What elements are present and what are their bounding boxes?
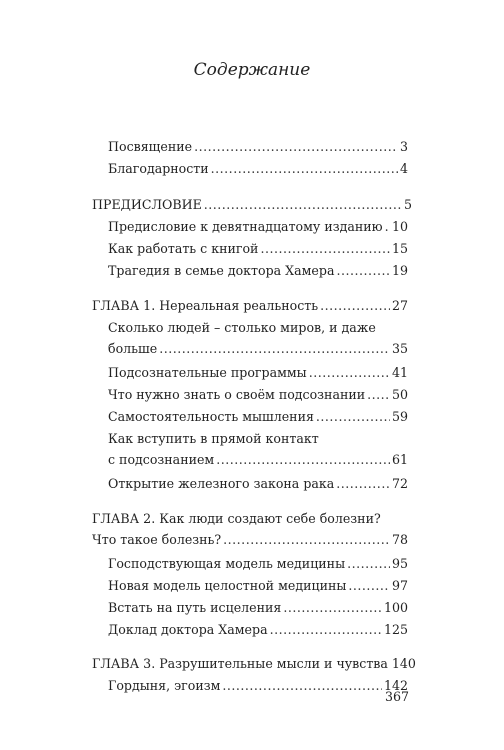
- toc-entry-page: 59: [391, 409, 408, 424]
- toc-entry-title: больше: [108, 341, 158, 356]
- toc-entry-title: Благодарности: [108, 161, 209, 176]
- toc-entry-title: Встать на путь исцеления: [108, 600, 282, 615]
- toc-entry-title: ПРЕДИСЛОВИЕ: [92, 197, 202, 212]
- dot-leader: [316, 408, 390, 426]
- toc-entry-page: 50: [391, 387, 408, 402]
- dot-leader: [309, 364, 390, 382]
- dot-leader: [194, 138, 398, 156]
- toc-entry: [108, 621, 408, 639]
- dot-leader: [260, 240, 390, 258]
- dot-leader: [336, 475, 390, 493]
- toc-entry-page: 142: [383, 678, 408, 693]
- toc-entry-title: Новая модель целостной медицины: [108, 578, 347, 593]
- toc-entry: [108, 577, 408, 595]
- dot-leader: [385, 218, 390, 236]
- toc-entry-page: 125: [383, 622, 408, 637]
- page-title: Содержание: [193, 60, 311, 80]
- toc-entry-page: 3: [399, 139, 408, 154]
- toc-entry-title: Подсознательные программы: [108, 365, 307, 380]
- toc-entry: [108, 262, 408, 280]
- toc-entry: [92, 510, 408, 549]
- toc-entry: [108, 364, 408, 382]
- toc-entry-page: 15: [391, 241, 408, 256]
- dot-leader: [348, 577, 390, 595]
- toc-entry-title: Самостоятельность мышления: [108, 409, 314, 424]
- toc-entry-page: 10: [391, 219, 408, 234]
- toc-entry-page: 5: [403, 197, 412, 212]
- dot-leader: [270, 621, 382, 639]
- toc-entry-title: Как работать с книгой: [108, 241, 259, 256]
- toc-entry-page: 27: [391, 298, 408, 313]
- dot-leader: [347, 555, 390, 573]
- toc-entry-title: ГЛАВА 3. Разрушительные мысли и чувства: [92, 656, 388, 671]
- dot-leader: [159, 340, 390, 358]
- toc-entry-title: Что такое болезнь?: [92, 532, 222, 547]
- dot-leader: [223, 531, 390, 549]
- toc-entry-title: Предисловие к девятнадцатому изданию: [108, 219, 383, 234]
- dot-leader: [367, 386, 390, 404]
- toc-entry: [108, 430, 408, 469]
- toc-entry: [108, 138, 408, 156]
- toc-entry: [108, 160, 408, 178]
- toc-entry-title: Что нужно знать о своём подсознании: [108, 387, 366, 402]
- dot-leader: [283, 599, 382, 617]
- dot-leader: [211, 160, 398, 178]
- toc-entry-title-line1: ГЛАВА 2. Как люди создают себе болезни?: [92, 511, 381, 526]
- toc-entry: [92, 655, 416, 673]
- toc-entry: [108, 555, 408, 573]
- toc-entry: [108, 319, 408, 358]
- toc-entry-page: 78: [391, 532, 408, 547]
- toc-entry-page: 95: [391, 556, 408, 571]
- toc-entry-title: Доклад доктора Хамера: [108, 622, 268, 637]
- toc-entry-title: Трагедия в семье доктора Хамера: [108, 263, 335, 278]
- toc-entry-page: 140: [391, 656, 416, 671]
- dot-leader: [204, 196, 402, 214]
- toc-entry-title: с подсознанием: [108, 452, 215, 467]
- page-number: 367: [384, 689, 409, 704]
- toc-entry-page: 41: [391, 365, 408, 380]
- toc-entry-page: 4: [399, 161, 408, 176]
- toc-entry-page: 100: [383, 600, 408, 615]
- toc-entry-title-line1: Как вступить в прямой контакт: [108, 431, 319, 446]
- dot-leader: [320, 297, 390, 315]
- dot-leader: [336, 262, 390, 280]
- toc-entry: [92, 297, 408, 315]
- toc-entry: [108, 240, 408, 258]
- toc-entry-title: Посвящение: [108, 139, 193, 154]
- toc-entry-title-line1: Сколько людей – столько миров, и даже: [108, 320, 376, 335]
- toc-entry: [108, 677, 408, 695]
- toc-entry: [108, 475, 408, 493]
- toc-entry-page: 72: [391, 476, 408, 491]
- dot-leader: [222, 677, 382, 695]
- toc-entry-page: 61: [391, 452, 408, 467]
- dot-leader: [216, 451, 390, 469]
- toc-entry: [108, 408, 408, 426]
- toc-entry: [108, 386, 408, 404]
- toc-entry: [108, 599, 408, 617]
- toc-entry: [92, 196, 412, 214]
- toc-entry-page: 19: [391, 263, 408, 278]
- toc-entry-title: Господствующая модель медицины: [108, 556, 346, 571]
- toc-entry-title: ГЛАВА 1. Нереальная реальность: [92, 298, 319, 313]
- toc-entry: [108, 218, 408, 236]
- toc-entry-page: 97: [391, 578, 408, 593]
- toc-entry-page: 35: [391, 341, 408, 356]
- toc-entry-title: Гордыня, эгоизм: [108, 678, 221, 693]
- toc-entry-title: Открытие железного закона рака: [108, 476, 335, 491]
